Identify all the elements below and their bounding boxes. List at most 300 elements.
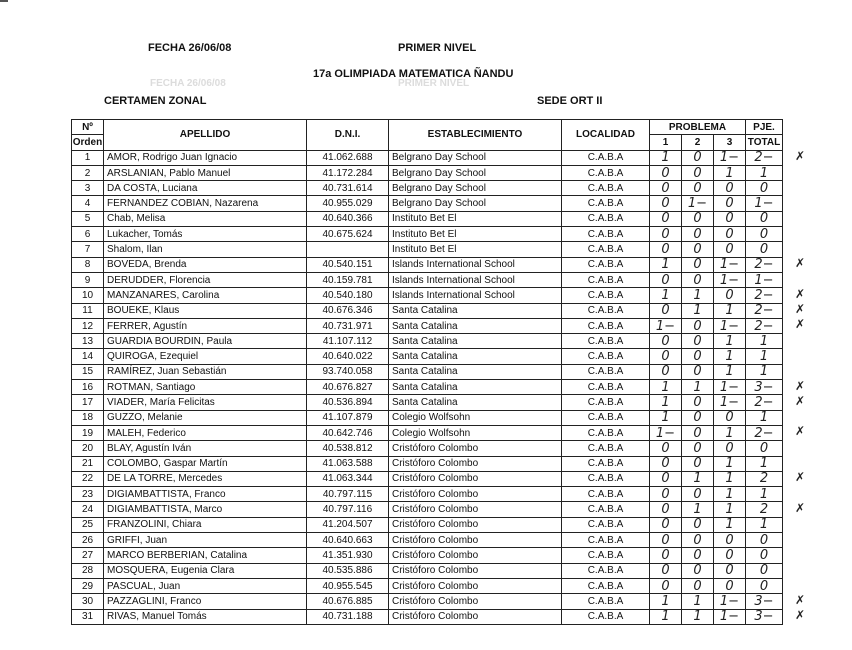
header-establecimiento: ESTABLECIMIENTO xyxy=(389,120,562,151)
problem1-score: 0 xyxy=(650,272,682,287)
problem1-score: 1 xyxy=(650,594,682,609)
school-name: Colegio Wolfsohn xyxy=(389,425,562,440)
problem3-score: 0 xyxy=(714,578,746,593)
problem3-score: 1− xyxy=(714,395,746,410)
total-score: 1 xyxy=(746,334,783,349)
table-row xyxy=(72,288,783,303)
dni-value: 40.675.624 xyxy=(307,227,389,242)
locality: C.A.B.A xyxy=(562,594,650,609)
problem3-score: 1− xyxy=(714,609,746,624)
table-row xyxy=(72,272,783,287)
problem2-score: 1 xyxy=(682,303,714,318)
row-number: 18 xyxy=(72,410,104,425)
margin-check-mark: ✗ xyxy=(795,149,806,164)
locality: C.A.B.A xyxy=(562,548,650,563)
table-row xyxy=(72,563,783,578)
problem2-score: 0 xyxy=(682,165,714,180)
problem1-score: 0 xyxy=(650,471,682,486)
student-name: PASCUAL, Juan xyxy=(104,578,307,593)
problem2-score: 1 xyxy=(682,502,714,517)
row-number: 25 xyxy=(72,517,104,532)
problem3-score: 0 xyxy=(714,196,746,211)
total-score: 1 xyxy=(746,410,783,425)
header-apellido: APELLIDO xyxy=(104,120,307,151)
locality: C.A.B.A xyxy=(562,609,650,624)
problem2-score: 0 xyxy=(682,318,714,333)
problem3-score: 1 xyxy=(714,517,746,532)
dni-value: 40.640.663 xyxy=(307,533,389,548)
date-label: FECHA 26/06/08 xyxy=(148,42,232,54)
school-name: Cristóforo Colombo xyxy=(389,456,562,471)
header-nro-top: Nº xyxy=(72,120,104,135)
total-score: 3− xyxy=(746,594,783,609)
locality: C.A.B.A xyxy=(562,441,650,456)
total-score: 0 xyxy=(746,563,783,578)
school-name: Islands International School xyxy=(389,288,562,303)
problem3-score: 1 xyxy=(714,487,746,502)
table-row xyxy=(72,165,783,180)
locality: C.A.B.A xyxy=(562,150,650,165)
results-body xyxy=(72,150,783,624)
school-name: Instituto Bet El xyxy=(389,227,562,242)
venue-label: SEDE ORT II xyxy=(537,95,603,107)
problem1-score: 0 xyxy=(650,349,682,364)
total-score: 1 xyxy=(746,487,783,502)
table-row xyxy=(72,456,783,471)
student-name: COLOMBO, Gaspar Martín xyxy=(104,456,307,471)
table-row xyxy=(72,181,783,196)
student-name: GRIFFI, Juan xyxy=(104,533,307,548)
school-name: Santa Catalina xyxy=(389,318,562,333)
row-number: 4 xyxy=(72,196,104,211)
problem3-score: 0 xyxy=(714,410,746,425)
locality: C.A.B.A xyxy=(562,533,650,548)
table-row xyxy=(72,395,783,410)
problem1-score: 0 xyxy=(650,578,682,593)
scan-corner-mark xyxy=(0,0,8,10)
problem1-score: 0 xyxy=(650,303,682,318)
margin-check-mark: ✗ xyxy=(795,286,806,301)
total-score: 0 xyxy=(746,441,783,456)
student-name: FERNANDEZ COBIAN, Nazarena xyxy=(104,196,307,211)
problem2-score: 0 xyxy=(682,533,714,548)
margin-check-mark: ✗ xyxy=(795,470,806,485)
problem2-score: 1 xyxy=(682,288,714,303)
problem1-score: 0 xyxy=(650,533,682,548)
problem3-score: 1− xyxy=(714,150,746,165)
student-name: FERRER, Agustín xyxy=(104,318,307,333)
problem3-score: 1− xyxy=(714,272,746,287)
school-name: Belgrano Day School xyxy=(389,165,562,180)
dni-value: 40.676.885 xyxy=(307,594,389,609)
dni-value: 40.540.151 xyxy=(307,257,389,272)
student-name: RIVAS, Manuel Tomás xyxy=(104,609,307,624)
row-number: 23 xyxy=(72,487,104,502)
student-name: MALEH, Federico xyxy=(104,425,307,440)
school-name: Cristóforo Colombo xyxy=(389,533,562,548)
row-number: 8 xyxy=(72,257,104,272)
row-number: 28 xyxy=(72,563,104,578)
problem1-score: 0 xyxy=(650,165,682,180)
table-row xyxy=(72,441,783,456)
problem2-score: 0 xyxy=(682,548,714,563)
problem2-score: 0 xyxy=(682,487,714,502)
school-name: Santa Catalina xyxy=(389,395,562,410)
row-number: 22 xyxy=(72,471,104,486)
problem2-score: 0 xyxy=(682,425,714,440)
row-number: 26 xyxy=(72,533,104,548)
student-name: PAZZAGLINI, Franco xyxy=(104,594,307,609)
row-number: 19 xyxy=(72,425,104,440)
problem3-score: 1 xyxy=(714,364,746,379)
problem3-score: 0 xyxy=(714,548,746,563)
dni-value: 40.538.812 xyxy=(307,441,389,456)
table-row xyxy=(72,425,783,440)
row-number: 3 xyxy=(72,181,104,196)
dni-value: 40.535.886 xyxy=(307,563,389,578)
margin-check-mark: ✗ xyxy=(795,424,806,439)
problem2-score: 0 xyxy=(682,211,714,226)
problem3-score: 1 xyxy=(714,502,746,517)
problem3-score: 1− xyxy=(714,257,746,272)
row-number: 10 xyxy=(72,288,104,303)
problem2-score: 0 xyxy=(682,334,714,349)
table-row xyxy=(72,227,783,242)
problem1-score: 0 xyxy=(650,334,682,349)
school-name: Cristóforo Colombo xyxy=(389,441,562,456)
problem3-score: 1− xyxy=(714,318,746,333)
problem3-score: 0 xyxy=(714,533,746,548)
school-name: Santa Catalina xyxy=(389,364,562,379)
locality: C.A.B.A xyxy=(562,502,650,517)
student-name: GUZZO, Melanie xyxy=(104,410,307,425)
dni-value: 40.676.346 xyxy=(307,303,389,318)
school-name: Instituto Bet El xyxy=(389,242,562,257)
total-score: 2 xyxy=(746,502,783,517)
problem1-score: 0 xyxy=(650,364,682,379)
table-row xyxy=(72,318,783,333)
total-score: 1 xyxy=(746,364,783,379)
student-name: DIGIAMBATTISTA, Marco xyxy=(104,502,307,517)
total-score: 2− xyxy=(746,425,783,440)
problem3-score: 1 xyxy=(714,303,746,318)
locality: C.A.B.A xyxy=(562,334,650,349)
margin-check-mark: ✗ xyxy=(795,608,806,622)
total-score: 2− xyxy=(746,303,783,318)
table-row xyxy=(72,257,783,272)
table-row xyxy=(72,517,783,532)
dni-value: 40.640.366 xyxy=(307,211,389,226)
bleed-through-fecha: FECHA 26/06/08 xyxy=(150,78,226,89)
locality: C.A.B.A xyxy=(562,578,650,593)
problem2-score: 1 xyxy=(682,594,714,609)
total-score: 2− xyxy=(746,288,783,303)
row-number: 12 xyxy=(72,318,104,333)
row-number: 14 xyxy=(72,349,104,364)
problem3-score: 0 xyxy=(714,211,746,226)
problem1-score: 0 xyxy=(650,211,682,226)
locality: C.A.B.A xyxy=(562,364,650,379)
school-name: Cristóforo Colombo xyxy=(389,609,562,624)
problem2-score: 0 xyxy=(682,242,714,257)
dni-value: 40.731.614 xyxy=(307,181,389,196)
row-number: 5 xyxy=(72,211,104,226)
problem2-score: 0 xyxy=(682,456,714,471)
contest-label: CERTAMEN ZONAL xyxy=(104,95,207,107)
problem1-score: 0 xyxy=(650,227,682,242)
problem3-score: 1 xyxy=(714,425,746,440)
table-row xyxy=(72,578,783,593)
total-score: 3− xyxy=(746,609,783,624)
school-name: Colegio Wolfsohn xyxy=(389,410,562,425)
school-name: Belgrano Day School xyxy=(389,196,562,211)
row-number: 9 xyxy=(72,272,104,287)
problem2-score: 0 xyxy=(682,364,714,379)
table-row xyxy=(72,364,783,379)
school-name: Santa Catalina xyxy=(389,380,562,395)
problem2-score: 0 xyxy=(682,410,714,425)
dni-value xyxy=(307,242,389,257)
locality: C.A.B.A xyxy=(562,318,650,333)
header-p1: 1 xyxy=(650,135,682,150)
problem1-score: 1 xyxy=(650,410,682,425)
dni-value: 40.955.545 xyxy=(307,578,389,593)
student-name: GUARDIA BOURDIN, Paula xyxy=(104,334,307,349)
school-name: Cristóforo Colombo xyxy=(389,487,562,502)
header-p2: 2 xyxy=(682,135,714,150)
locality: C.A.B.A xyxy=(562,303,650,318)
locality: C.A.B.A xyxy=(562,288,650,303)
locality: C.A.B.A xyxy=(562,410,650,425)
header-nro-bottom: Orden xyxy=(72,135,104,150)
dni-value: 40.642.746 xyxy=(307,425,389,440)
problem1-score: 1 xyxy=(650,609,682,624)
locality: C.A.B.A xyxy=(562,471,650,486)
locality: C.A.B.A xyxy=(562,211,650,226)
dni-value: 41.107.112 xyxy=(307,334,389,349)
school-name: Santa Catalina xyxy=(389,303,562,318)
school-name: Belgrano Day School xyxy=(389,150,562,165)
problem3-score: 1 xyxy=(714,456,746,471)
total-score: 1 xyxy=(746,349,783,364)
problem3-score: 0 xyxy=(714,563,746,578)
total-score: 1 xyxy=(746,517,783,532)
locality: C.A.B.A xyxy=(562,242,650,257)
margin-check-mark: ✗ xyxy=(795,256,806,271)
total-score: 1 xyxy=(746,165,783,180)
header-dni: D.N.I. xyxy=(307,120,389,151)
table-row xyxy=(72,594,783,609)
school-name: Islands International School xyxy=(389,272,562,287)
student-name: AMOR, Rodrigo Juan Ignacio xyxy=(104,150,307,165)
row-number: 6 xyxy=(72,227,104,242)
row-number: 30 xyxy=(72,594,104,609)
dni-value: 40.640.022 xyxy=(307,349,389,364)
row-number: 7 xyxy=(72,242,104,257)
dni-value: 41.063.344 xyxy=(307,471,389,486)
total-score: 0 xyxy=(746,578,783,593)
problem2-score: 0 xyxy=(682,150,714,165)
dni-value: 41.107.879 xyxy=(307,410,389,425)
total-score: 0 xyxy=(746,227,783,242)
problem1-score: 1 xyxy=(650,380,682,395)
school-name: Cristóforo Colombo xyxy=(389,502,562,517)
locality: C.A.B.A xyxy=(562,395,650,410)
locality: C.A.B.A xyxy=(562,181,650,196)
student-name: VIADER, María Felicitas xyxy=(104,395,307,410)
row-number: 31 xyxy=(72,609,104,624)
school-name: Cristóforo Colombo xyxy=(389,578,562,593)
total-score: 2− xyxy=(746,318,783,333)
locality: C.A.B.A xyxy=(562,487,650,502)
school-name: Instituto Bet El xyxy=(389,211,562,226)
problem2-score: 0 xyxy=(682,227,714,242)
dni-value: 40.797.116 xyxy=(307,502,389,517)
header-pje-bottom: TOTAL xyxy=(746,135,783,150)
total-score: 2 xyxy=(746,471,783,486)
row-number: 29 xyxy=(72,578,104,593)
locality: C.A.B.A xyxy=(562,196,650,211)
margin-check-mark: ✗ xyxy=(795,393,806,408)
table-row xyxy=(72,410,783,425)
student-name: Chab, Melisa xyxy=(104,211,307,226)
total-score: 0 xyxy=(746,181,783,196)
school-name: Cristóforo Colombo xyxy=(389,594,562,609)
total-score: 1 xyxy=(746,456,783,471)
problem2-score: 0 xyxy=(682,395,714,410)
locality: C.A.B.A xyxy=(562,272,650,287)
student-name: MARCO BERBERIAN, Catalina xyxy=(104,548,307,563)
problem1-score: 1− xyxy=(650,318,682,333)
margin-check-mark: ✗ xyxy=(795,317,806,332)
locality: C.A.B.A xyxy=(562,349,650,364)
problem2-score: 0 xyxy=(682,272,714,287)
row-number: 16 xyxy=(72,380,104,395)
problem1-score: 0 xyxy=(650,563,682,578)
problem3-score: 0 xyxy=(714,227,746,242)
problem3-score: 1 xyxy=(714,349,746,364)
student-name: DIGIAMBATTISTA, Franco xyxy=(104,487,307,502)
problem2-score: 0 xyxy=(682,349,714,364)
total-score: 0 xyxy=(746,211,783,226)
problem1-score: 0 xyxy=(650,548,682,563)
total-score: 1− xyxy=(746,196,783,211)
problem1-score: 1− xyxy=(650,425,682,440)
total-score: 0 xyxy=(746,533,783,548)
olympiad-title: 17a OLIMPIADA MATEMATICA ÑANDU xyxy=(313,68,514,80)
table-row xyxy=(72,242,783,257)
table-row xyxy=(72,548,783,563)
student-name: ARSLANIAN, Pablo Manuel xyxy=(104,165,307,180)
locality: C.A.B.A xyxy=(562,165,650,180)
locality: C.A.B.A xyxy=(562,257,650,272)
margin-check-mark: ✗ xyxy=(795,592,806,607)
problem1-score: 1 xyxy=(650,257,682,272)
table-row xyxy=(72,196,783,211)
problem2-score: 0 xyxy=(682,578,714,593)
table-row xyxy=(72,471,783,486)
school-name: Santa Catalina xyxy=(389,334,562,349)
table-row xyxy=(72,609,783,624)
table-row xyxy=(72,487,783,502)
dni-value: 40.797.115 xyxy=(307,487,389,502)
locality: C.A.B.A xyxy=(562,227,650,242)
table-row xyxy=(72,380,783,395)
row-number: 15 xyxy=(72,364,104,379)
dni-value: 93.740.058 xyxy=(307,364,389,379)
row-number: 17 xyxy=(72,395,104,410)
problem1-score: 0 xyxy=(650,196,682,211)
total-score: 1− xyxy=(746,272,783,287)
problem1-score: 0 xyxy=(650,181,682,196)
problem1-score: 0 xyxy=(650,441,682,456)
row-number: 13 xyxy=(72,334,104,349)
dni-value: 40.540.180 xyxy=(307,288,389,303)
dni-value: 40.955.029 xyxy=(307,196,389,211)
row-number: 20 xyxy=(72,441,104,456)
table-row xyxy=(72,303,783,318)
dni-value: 40.731.971 xyxy=(307,318,389,333)
total-score: 3− xyxy=(746,380,783,395)
problem2-score: 0 xyxy=(682,181,714,196)
problem2-score: 0 xyxy=(682,441,714,456)
total-score: 2− xyxy=(746,395,783,410)
problem3-score: 0 xyxy=(714,288,746,303)
margin-check-mark: ✗ xyxy=(795,378,806,393)
problem2-score: 0 xyxy=(682,563,714,578)
header-problema: PROBLEMA xyxy=(650,120,746,135)
student-name: BOVEDA, Brenda xyxy=(104,257,307,272)
student-name: Shalom, Ilan xyxy=(104,242,307,257)
problem2-score: 1 xyxy=(682,380,714,395)
row-number: 27 xyxy=(72,548,104,563)
student-name: BOUEKE, Klaus xyxy=(104,303,307,318)
locality: C.A.B.A xyxy=(562,425,650,440)
student-name: DERUDDER, Florencia xyxy=(104,272,307,287)
student-name: Lukacher, Tomás xyxy=(104,227,307,242)
student-name: MANZANARES, Carolina xyxy=(104,288,307,303)
student-name: DA COSTA, Luciana xyxy=(104,181,307,196)
table-row xyxy=(72,211,783,226)
problem3-score: 0 xyxy=(714,441,746,456)
problem2-score: 1 xyxy=(682,471,714,486)
problem3-score: 1− xyxy=(714,594,746,609)
dni-value: 41.204.507 xyxy=(307,517,389,532)
margin-check-mark: ✗ xyxy=(795,302,806,317)
total-score: 0 xyxy=(746,242,783,257)
problem2-score: 0 xyxy=(682,517,714,532)
header-localidad: LOCALIDAD xyxy=(562,120,650,151)
school-name: Cristóforo Colombo xyxy=(389,471,562,486)
dni-value: 40.159.781 xyxy=(307,272,389,287)
table-row xyxy=(72,349,783,364)
row-number: 11 xyxy=(72,303,104,318)
student-name: RAMÍREZ, Juan Sebastián xyxy=(104,364,307,379)
school-name: Santa Catalina xyxy=(389,349,562,364)
student-name: BLAY, Agustín Iván xyxy=(104,441,307,456)
student-name: FRANZOLINI, Chiara xyxy=(104,517,307,532)
problem1-score: 0 xyxy=(650,487,682,502)
problem1-score: 0 xyxy=(650,456,682,471)
problem1-score: 1 xyxy=(650,288,682,303)
row-number: 1 xyxy=(72,150,104,165)
header-p3: 3 xyxy=(714,135,746,150)
total-score: 2− xyxy=(746,150,783,165)
row-number: 21 xyxy=(72,456,104,471)
row-number: 2 xyxy=(72,165,104,180)
dni-value: 40.676.827 xyxy=(307,380,389,395)
row-number: 24 xyxy=(72,502,104,517)
